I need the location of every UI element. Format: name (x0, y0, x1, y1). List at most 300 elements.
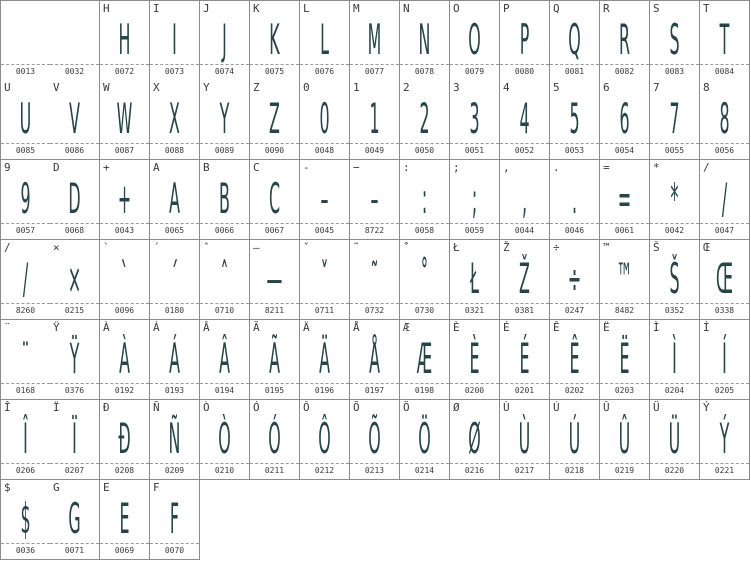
dashed-separator (350, 463, 399, 464)
glyph-cell (700, 240, 750, 320)
glyph-code: 0210 (214, 466, 235, 475)
glyph-code: 0057 (15, 226, 36, 235)
glyph-character-label: È (453, 321, 460, 334)
glyph-cell (700, 400, 750, 480)
glyph-code: 0056 (714, 146, 735, 155)
glyph-cell (50, 480, 100, 560)
glyph-character-label: , (503, 161, 510, 174)
glyph-code: 0218 (564, 466, 585, 475)
glyph-cell (450, 240, 500, 320)
glyph-code: 0180 (164, 306, 185, 315)
glyph-sample: Ï (72, 414, 77, 463)
dashed-separator (700, 383, 749, 384)
glyph-code: 0215 (64, 306, 85, 315)
glyph-cell (0, 320, 51, 400)
glyph-code: 0202 (564, 386, 585, 395)
glyph-code: 0052 (514, 146, 535, 155)
glyph-sample: : (421, 174, 428, 223)
glyph-cell (0, 160, 51, 240)
glyph-code: 0072 (114, 67, 135, 76)
dashed-separator (400, 463, 449, 464)
glyph-cell (50, 240, 100, 320)
glyph-character-label: Ł (453, 241, 460, 254)
dashed-separator (150, 143, 199, 144)
glyph-cell (450, 80, 500, 160)
glyph-cell (150, 160, 200, 240)
glyph-character-label: Ø (453, 401, 460, 414)
glyph-cell (650, 80, 700, 160)
glyph-code: 0083 (664, 67, 685, 76)
glyph-code: 0053 (564, 146, 585, 155)
glyph-cell (450, 160, 500, 240)
glyph-code: 0219 (614, 466, 635, 475)
glyph-sample: O (468, 15, 481, 64)
glyph-sample: ˜ (370, 254, 379, 303)
glyph-character-label: Ô (303, 401, 310, 414)
dashed-separator (400, 64, 449, 65)
glyph-code: 0036 (15, 546, 36, 555)
glyph-code: 0376 (64, 386, 85, 395)
glyph-cell (500, 320, 550, 400)
glyph-code: 8260 (15, 306, 36, 315)
dashed-separator (600, 143, 649, 144)
dashed-separator (550, 143, 599, 144)
glyph-code: 0089 (214, 146, 235, 155)
glyph-cell (500, 80, 550, 160)
glyph-character-label: 9 (4, 161, 11, 174)
glyph-sample: S (669, 15, 680, 64)
glyph-cell (100, 160, 150, 240)
glyph-character-label: 8 (703, 81, 710, 94)
dashed-separator (1, 64, 50, 65)
glyph-character-label: Ñ (153, 401, 160, 414)
glyph-sample: Æ (416, 334, 433, 383)
glyph-character-label: C (253, 161, 260, 174)
glyph-character-label: Ê (553, 321, 560, 334)
glyph-character-label: Ÿ (53, 321, 60, 334)
dashed-separator (100, 143, 149, 144)
glyph-sample: Ü (668, 414, 681, 463)
glyph-cell (350, 400, 400, 480)
glyph-code: 0087 (114, 146, 135, 155)
dashed-separator (450, 143, 499, 144)
glyph-code: 0070 (164, 546, 185, 555)
glyph-code: 0214 (414, 466, 435, 475)
glyph-code: 0074 (214, 67, 235, 76)
dashed-separator (1, 303, 50, 304)
glyph-code: 0321 (464, 306, 485, 315)
glyph-code: 0047 (714, 226, 735, 235)
glyph-character-label: N (403, 2, 410, 15)
glyph-character-label: Ï (53, 401, 60, 414)
glyph-cell (350, 160, 400, 240)
glyph-cell (100, 480, 150, 560)
glyph-code: 0086 (64, 146, 85, 155)
glyph-sample: * (670, 174, 679, 223)
glyph-character-label: : (403, 161, 410, 174)
glyph-cell (300, 80, 350, 160)
glyph-code: 8211 (264, 306, 285, 315)
dashed-separator (350, 143, 399, 144)
dashed-separator (200, 64, 249, 65)
glyph-sample: 5 (569, 94, 580, 143)
glyph-code: 0198 (414, 386, 435, 395)
glyph-character-label: ™ (603, 241, 610, 254)
glyph-character-label: 7 (653, 81, 660, 94)
glyph-sample: P (519, 15, 530, 64)
dashed-separator (100, 463, 149, 464)
glyph-sample: × (67, 254, 82, 303)
glyph-code: 0079 (464, 67, 485, 76)
glyph-sample: D (68, 174, 81, 223)
glyph-sample: Ö (418, 414, 431, 463)
glyph-cell (300, 160, 350, 240)
dashed-separator (600, 223, 649, 224)
glyph-sample: Â (219, 334, 230, 383)
glyph-code: 0032 (64, 67, 85, 76)
glyph-code: 0203 (614, 386, 635, 395)
glyph-cell (150, 400, 200, 480)
glyph-character-label: Ú (553, 401, 560, 414)
glyph-character-label: M (353, 2, 360, 15)
glyph-cell (700, 320, 750, 400)
dashed-separator (550, 463, 599, 464)
glyph-sample: Š (669, 254, 680, 303)
dashed-separator (350, 383, 399, 384)
glyph-cell (150, 480, 200, 560)
glyph-character-label: L (303, 2, 310, 15)
glyph-code: 0061 (614, 226, 635, 235)
glyph-character-label: ÷ (553, 241, 560, 254)
glyph-sample: Y (219, 94, 230, 143)
dashed-separator (700, 303, 749, 304)
dashed-separator (500, 463, 549, 464)
glyph-code: 0065 (164, 226, 185, 235)
dashed-separator (500, 223, 549, 224)
glyph-cell (550, 400, 600, 480)
dashed-separator (1, 463, 50, 464)
glyph-code: 0042 (664, 226, 685, 235)
glyph-character-label: 0 (303, 81, 310, 94)
glyph-code: 0211 (264, 466, 285, 475)
dashed-separator (50, 64, 99, 65)
dashed-separator (600, 463, 649, 464)
glyph-code: 0088 (164, 146, 185, 155)
dashed-separator (200, 143, 249, 144)
glyph-sample: Ø (468, 414, 481, 463)
glyph-cell (300, 400, 350, 480)
glyph-character-label: K (253, 2, 260, 15)
dashed-separator (100, 383, 149, 384)
dashed-separator (250, 143, 299, 144)
glyph-code: 0208 (114, 466, 135, 475)
glyph-sample: ¨ (21, 334, 30, 383)
glyph-cell (250, 0, 300, 81)
dashed-separator (250, 223, 299, 224)
glyph-character-label: * (653, 161, 660, 174)
glyph-cell (700, 160, 750, 240)
dashed-separator (50, 223, 99, 224)
glyph-cell (250, 400, 300, 480)
dashed-separator (400, 143, 449, 144)
glyph-sample: . (571, 174, 578, 223)
glyph-sample: V (69, 94, 80, 143)
glyph-code: 0247 (564, 306, 585, 315)
glyph-sample: ˇ (320, 254, 329, 303)
glyph-code: 0084 (714, 67, 735, 76)
glyph-code: 0352 (664, 306, 685, 315)
glyph-sample: 1 (369, 94, 380, 143)
glyph-sample: Ž (519, 254, 530, 303)
glyph-cell (250, 80, 300, 160)
glyph-code: 0732 (364, 306, 385, 315)
glyph-cell (200, 320, 250, 400)
glyph-sample: Û (618, 414, 631, 463)
glyph-sample: ´ (170, 254, 179, 303)
glyph-cell (150, 80, 200, 160)
glyph-cell (200, 80, 250, 160)
glyph-sample: 0 (319, 94, 330, 143)
dashed-separator (300, 383, 349, 384)
glyph-character-label: I (153, 2, 160, 15)
glyph-character-label: Û (603, 401, 610, 414)
glyph-sample: Ð (118, 414, 131, 463)
glyph-code: 0338 (714, 306, 735, 315)
glyph-code: 0076 (314, 67, 335, 76)
glyph-character-label: ˜ (353, 241, 360, 254)
glyph-character-label: U (4, 81, 11, 94)
glyph-cell (650, 0, 700, 81)
glyph-cell (0, 0, 51, 81)
glyph-cell (300, 320, 350, 400)
glyph-sample: — (266, 254, 283, 303)
glyph-sample: Ê (569, 334, 580, 383)
glyph-character-label: Ã (253, 321, 260, 334)
glyph-cell (400, 160, 450, 240)
glyph-sample: / (22, 254, 29, 303)
glyph-sample: H (118, 15, 131, 64)
glyph-character-label: 6 (603, 81, 610, 94)
glyph-code: 0077 (364, 67, 385, 76)
glyph-sample: 3 (469, 94, 480, 143)
glyph-character-label: G (53, 481, 60, 494)
glyph-character-label: × (53, 241, 60, 254)
glyph-code: 0206 (15, 466, 36, 475)
glyph-code: 0013 (15, 67, 36, 76)
glyph-cell (50, 0, 100, 81)
glyph-sample: 2 (419, 94, 430, 143)
glyph-code: 0730 (414, 306, 435, 315)
glyph-code: 0200 (464, 386, 485, 395)
glyph-character-label: W (103, 81, 110, 94)
glyph-character-label: H (103, 2, 110, 15)
dashed-separator (50, 143, 99, 144)
glyph-sample: – (320, 174, 329, 223)
dashed-separator (700, 64, 749, 65)
glyph-code: 8482 (614, 306, 635, 315)
glyph-code: 0059 (464, 226, 485, 235)
glyph-cell (450, 320, 500, 400)
dashed-separator (650, 383, 699, 384)
glyph-cell (650, 400, 700, 480)
glyph-sample: X (169, 94, 180, 143)
glyph-code: 0204 (664, 386, 685, 395)
glyph-character-label: D (53, 161, 60, 174)
glyph-character-label: 1 (353, 81, 360, 94)
glyph-code: 0048 (314, 146, 335, 155)
glyph-character-label: Í (703, 321, 710, 334)
glyph-sample: Ó (268, 414, 281, 463)
glyph-cell (400, 80, 450, 160)
dashed-separator (600, 64, 649, 65)
dashed-separator (300, 223, 349, 224)
glyph-cell (450, 400, 500, 480)
glyph-character-label: ; (453, 161, 460, 174)
glyph-character-label: P (503, 2, 510, 15)
glyph-character-label: Y (203, 81, 210, 94)
dashed-separator (100, 303, 149, 304)
glyph-cell (350, 320, 400, 400)
glyph-sample: Á (169, 334, 180, 383)
glyph-sample: Ì (672, 334, 677, 383)
glyph-character-label: Î (4, 401, 11, 414)
glyph-character-label: Ð (103, 401, 110, 414)
dashed-separator (500, 383, 549, 384)
glyph-cell (300, 0, 350, 81)
glyph-code: 0068 (64, 226, 85, 235)
glyph-code: 0046 (564, 226, 585, 235)
glyph-code: 0054 (614, 146, 635, 155)
glyph-code: 0096 (114, 306, 135, 315)
glyph-character-label: Ý (703, 401, 710, 414)
glyph-cell (150, 0, 200, 81)
glyph-character-label: F (153, 481, 160, 494)
glyph-code: 0045 (314, 226, 335, 235)
glyph-cell (150, 320, 200, 400)
glyph-cell (0, 480, 51, 560)
glyph-character-label: Ù (503, 401, 510, 414)
dashed-separator (200, 303, 249, 304)
dashed-separator (1, 383, 50, 384)
glyph-cell (350, 240, 400, 320)
glyph-sample: Ÿ (69, 334, 80, 383)
glyph-sample: À (119, 334, 130, 383)
dashed-separator (550, 303, 599, 304)
glyph-sample: F (169, 494, 180, 543)
glyph-code: 0082 (614, 67, 635, 76)
dashed-separator (450, 303, 499, 304)
dashed-separator (350, 223, 399, 224)
glyph-sample: Ý (719, 414, 730, 463)
glyph-cell (100, 0, 150, 81)
glyph-code: 0381 (514, 306, 535, 315)
dashed-separator (150, 64, 199, 65)
glyph-code: 0192 (114, 386, 135, 395)
glyph-character-label: S (653, 2, 660, 15)
glyph-cell (250, 160, 300, 240)
dashed-separator (350, 303, 399, 304)
glyph-cell (450, 0, 500, 81)
glyph-sample: $ (20, 494, 31, 543)
glyph-sample: ÷ (567, 254, 582, 303)
glyph-character-label: V (53, 81, 60, 94)
glyph-sample: R (618, 15, 631, 64)
dashed-separator (300, 463, 349, 464)
glyph-cell (600, 240, 650, 320)
dashed-separator (500, 303, 549, 304)
glyph-sample: – (370, 174, 379, 223)
glyph-sample: N (418, 15, 431, 64)
glyph-code: 0049 (364, 146, 385, 155)
dashed-separator (250, 383, 299, 384)
glyph-code: 0080 (514, 67, 535, 76)
dashed-separator (500, 64, 549, 65)
glyph-code: 0051 (464, 146, 485, 155)
glyph-cell (500, 240, 550, 320)
glyph-cell (500, 400, 550, 480)
dashed-separator (1, 143, 50, 144)
glyph-sample: I (172, 15, 177, 64)
glyph-character-label: − (353, 161, 360, 174)
glyph-character-label: Ó (253, 401, 260, 414)
glyph-code: 0711 (314, 306, 335, 315)
dashed-separator (400, 223, 449, 224)
glyph-sample: W (116, 94, 133, 143)
glyph-character-label: E (103, 481, 110, 494)
glyph-sample: , (521, 174, 528, 223)
glyph-cell (200, 240, 250, 320)
dashed-separator (450, 463, 499, 464)
glyph-sample: = (617, 174, 632, 223)
dashed-separator (50, 383, 99, 384)
glyph-character-label: Â (203, 321, 210, 334)
glyph-sample: É (519, 334, 530, 383)
glyph-cell (600, 400, 650, 480)
glyph-code: 0075 (264, 67, 285, 76)
dashed-separator (50, 303, 99, 304)
glyph-character-label: $ (4, 481, 11, 494)
glyph-cell (50, 400, 100, 480)
glyph-character-label: 2 (403, 81, 410, 94)
dashed-separator (550, 223, 599, 224)
glyph-code: 0195 (264, 386, 285, 395)
glyph-character-label: B (203, 161, 210, 174)
glyph-character-label: É (503, 321, 510, 334)
glyph-code: 0081 (564, 67, 585, 76)
glyph-character-label: ´ (153, 241, 160, 254)
dashed-separator (50, 543, 99, 544)
dashed-separator (600, 303, 649, 304)
glyph-cell (600, 160, 650, 240)
glyph-cell (700, 0, 750, 81)
glyph-sample: Q (568, 15, 581, 64)
glyph-cell (400, 0, 450, 81)
glyph-cell (550, 0, 600, 81)
glyph-cell (650, 320, 700, 400)
glyph-cell (600, 80, 650, 160)
glyph-character-label: — (253, 241, 260, 254)
glyph-character-label: Š (653, 241, 660, 254)
glyph-code: 0220 (664, 466, 685, 475)
glyph-code: 0067 (264, 226, 285, 235)
glyph-sample: Ã (269, 334, 280, 383)
glyph-character-label: Õ (353, 401, 360, 414)
dashed-separator (500, 143, 549, 144)
dashed-separator (650, 64, 699, 65)
glyph-cell (350, 0, 400, 81)
dashed-separator (650, 303, 699, 304)
glyph-character-label: ˇ (303, 241, 310, 254)
